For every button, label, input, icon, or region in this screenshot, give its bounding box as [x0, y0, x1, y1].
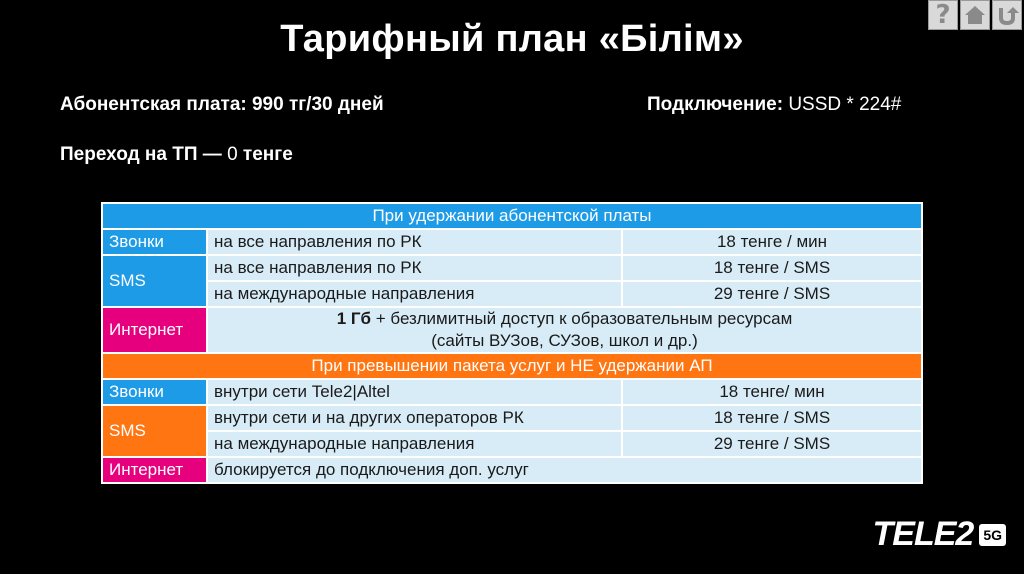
- connection-info: [647, 94, 901, 116]
- internet-text-second: (сайты ВУЗов, СУЗов, школ и др.): [431, 331, 698, 350]
- calls-description: внутри сети Tele2|Altel: [207, 379, 622, 405]
- calls-price: 18 тенге/ мин: [622, 379, 922, 405]
- section-header-row: [102, 353, 922, 379]
- table-row: [102, 431, 922, 457]
- sms-price: 18 тенге / SMS: [622, 405, 922, 431]
- table-row: [102, 307, 922, 353]
- table-row: [102, 405, 922, 431]
- table-row: [102, 281, 922, 307]
- tariff-table: [101, 202, 923, 484]
- sms-price: 18 тенге / SMS: [622, 255, 922, 281]
- subscription-fee: Абонентская плата: 990 тг/30 дней: [60, 94, 384, 115]
- internet-label: Интернет: [102, 457, 207, 483]
- transition-value: 0: [227, 144, 238, 165]
- section1-header: При удержании абонентской платы: [102, 203, 922, 229]
- table-row: [102, 229, 922, 255]
- internet-description: блокируется до подключения доп. услуг: [207, 457, 922, 483]
- logo-5g-badge: 5G: [979, 524, 1006, 546]
- tele2-logo: [873, 515, 1007, 554]
- transition-suffix: тенге: [237, 144, 293, 165]
- transition-label: Переход на ТП —: [60, 144, 228, 165]
- page-title: Тарифный план «Білім»: [280, 18, 744, 60]
- calls-price: 18 тенге / мин: [622, 229, 922, 255]
- transition-info: [60, 144, 293, 166]
- calls-description: на все направления по РК: [207, 229, 622, 255]
- connection-code: USSD * 224#: [783, 94, 902, 115]
- sms-description: на международные направления: [207, 431, 622, 457]
- calls-label: Звонки: [102, 229, 207, 255]
- logo-brand: TELE2: [872, 515, 974, 553]
- sms-description: внутри сети и на других операторов РК: [207, 405, 622, 431]
- table-row: [102, 457, 922, 483]
- internet-label: Интернет: [102, 307, 207, 353]
- internet-text: + безлимитный доступ к образовательным ресурсам: [371, 309, 793, 328]
- calls-label: Звонки: [102, 379, 207, 405]
- sms-price: 29 тенге / SMS: [622, 281, 922, 307]
- question-icon: ?: [935, 0, 951, 30]
- sms-label: SMS: [102, 405, 207, 457]
- sms-description: на все направления по РК: [207, 255, 622, 281]
- table-row: [102, 379, 922, 405]
- sms-description: на международные направления: [207, 281, 622, 307]
- connection-label: Подключение:: [647, 94, 784, 115]
- section2-header: При превышении пакета услуг и НЕ удержании АП: [102, 353, 922, 379]
- internet-volume: 1 Гб: [336, 309, 372, 328]
- table-row: [102, 255, 922, 281]
- internet-description: [207, 307, 922, 353]
- sms-price: 29 тенге / SMS: [622, 431, 922, 457]
- sms-label: SMS: [102, 255, 207, 307]
- section-header-row: [102, 203, 922, 229]
